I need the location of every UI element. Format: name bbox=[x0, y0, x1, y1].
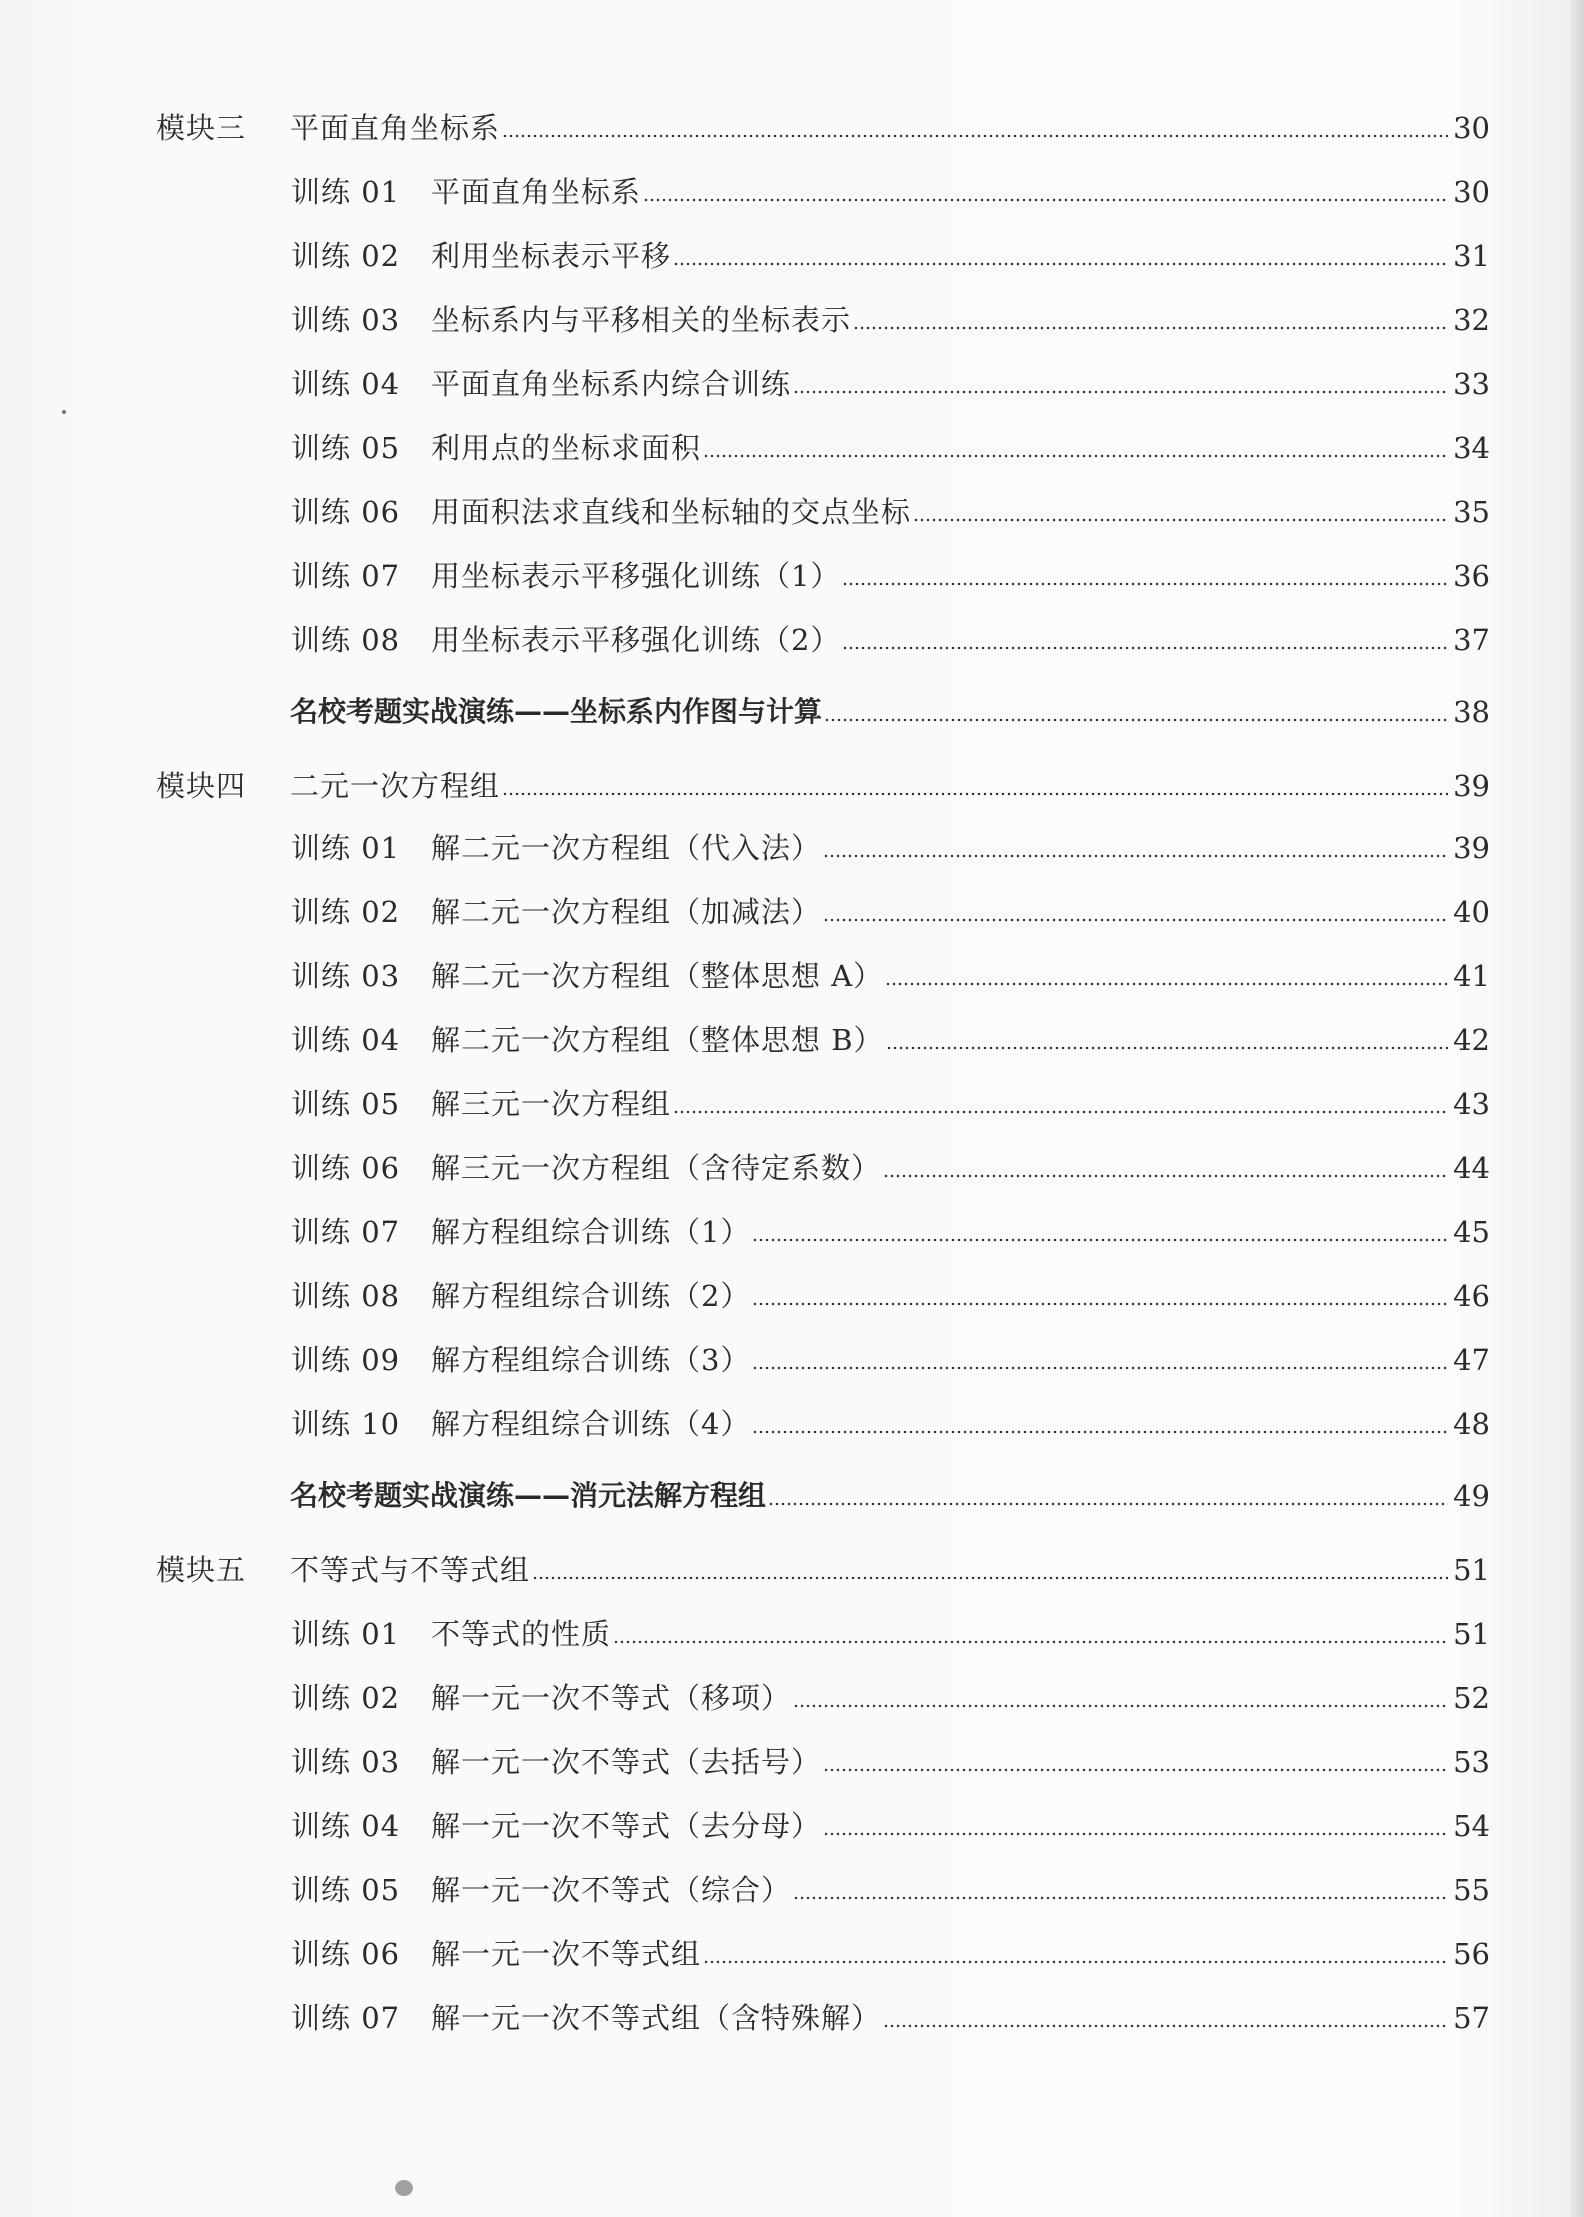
module-title: 不等式与不等式组 bbox=[290, 1553, 531, 1587]
lesson-title: 解三元一次方程组（含待定系数） bbox=[431, 1151, 882, 1185]
page-number: 42 bbox=[1453, 1023, 1490, 1057]
entry-line bbox=[431, 1870, 1490, 1910]
toc-lesson-entry[interactable] bbox=[0, 1736, 1584, 1782]
entry-line bbox=[431, 1084, 1490, 1124]
dot-leader bbox=[842, 581, 1448, 587]
lesson-code: 训练 09 bbox=[291, 1343, 401, 1377]
entry-line bbox=[431, 1934, 1490, 1974]
lesson-title: 利用坐标表示平移 bbox=[431, 239, 672, 273]
toc-lesson-entry[interactable] bbox=[0, 1206, 1584, 1252]
lesson-code: 训练 07 bbox=[291, 1215, 401, 1249]
toc-lesson-entry[interactable] bbox=[0, 1270, 1584, 1316]
dot-leader bbox=[752, 1429, 1448, 1435]
page-number: 55 bbox=[1453, 1873, 1490, 1907]
toc-lesson-entry[interactable] bbox=[0, 358, 1584, 404]
entry-line bbox=[431, 1678, 1490, 1718]
lesson-code: 训练 04 bbox=[291, 1023, 401, 1057]
entry-line bbox=[290, 692, 1490, 732]
lesson-code: 训练 05 bbox=[291, 1873, 401, 1907]
page-number: 46 bbox=[1453, 1279, 1490, 1313]
lesson-title: 用面积法求直线和坐标轴的交点坐标 bbox=[431, 495, 912, 529]
toc-lesson-entry[interactable] bbox=[0, 486, 1584, 532]
dot-leader bbox=[886, 1045, 1448, 1051]
lesson-code: 训练 01 bbox=[291, 1617, 401, 1651]
toc-lesson-entry[interactable] bbox=[0, 1398, 1584, 1444]
lesson-code: 训练 02 bbox=[291, 239, 401, 273]
dot-leader bbox=[842, 645, 1448, 651]
lesson-title: 解方程组综合训练（3） bbox=[431, 1343, 751, 1377]
module-label: 模块五 bbox=[156, 1553, 247, 1587]
lesson-code: 训练 03 bbox=[291, 1745, 401, 1779]
dot-leader bbox=[613, 1639, 1448, 1645]
lesson-code: 训练 08 bbox=[291, 1279, 401, 1313]
lesson-code: 训练 06 bbox=[291, 1937, 401, 1971]
entry-line bbox=[290, 108, 1490, 148]
page-number: 37 bbox=[1453, 623, 1490, 657]
toc-module-entry[interactable] bbox=[0, 102, 1584, 148]
page-number: 35 bbox=[1453, 495, 1490, 529]
lesson-title: 解一元一次不等式（综合） bbox=[431, 1873, 792, 1907]
entry-line bbox=[431, 892, 1490, 932]
page-number: 30 bbox=[1453, 111, 1490, 145]
toc-lesson-entry[interactable] bbox=[0, 550, 1584, 596]
page-number: 45 bbox=[1453, 1215, 1490, 1249]
toc-lesson-entry[interactable] bbox=[0, 1608, 1584, 1654]
toc-module-entry[interactable] bbox=[0, 1544, 1584, 1590]
lesson-code: 训练 01 bbox=[291, 175, 401, 209]
dot-leader bbox=[823, 853, 1448, 859]
entry-line bbox=[431, 492, 1490, 532]
lesson-title: 解二元一次方程组（代入法） bbox=[431, 831, 822, 865]
toc-lesson-entry[interactable] bbox=[0, 950, 1584, 996]
entry-line bbox=[431, 172, 1490, 212]
entry-line bbox=[431, 1404, 1490, 1444]
toc-module-entry[interactable] bbox=[0, 760, 1584, 806]
entry-line bbox=[290, 766, 1490, 806]
dot-leader bbox=[793, 1895, 1448, 1901]
lesson-title: 不等式的性质 bbox=[431, 1617, 612, 1651]
entry-line bbox=[431, 1614, 1490, 1654]
toc-lesson-entry[interactable] bbox=[0, 822, 1584, 868]
entry-line bbox=[431, 364, 1490, 404]
dot-leader bbox=[502, 791, 1448, 797]
special-title: 名校考题实战演练——消元法解方程组 bbox=[290, 1479, 767, 1512]
dot-leader bbox=[823, 1767, 1448, 1773]
entry-line bbox=[431, 828, 1490, 868]
dot-leader bbox=[643, 197, 1448, 203]
lesson-code: 训练 08 bbox=[291, 623, 401, 657]
lesson-title: 解一元一次不等式（去分母） bbox=[431, 1809, 822, 1843]
dot-leader bbox=[913, 517, 1448, 523]
page-number: 40 bbox=[1453, 895, 1490, 929]
lesson-title: 用坐标表示平移强化训练（2） bbox=[431, 623, 841, 657]
page-number: 47 bbox=[1453, 1343, 1490, 1377]
dot-leader bbox=[793, 1703, 1448, 1709]
lesson-code: 训练 05 bbox=[291, 431, 401, 465]
lesson-title: 坐标系内与平移相关的坐标表示 bbox=[431, 303, 852, 337]
dot-leader bbox=[883, 2023, 1448, 2029]
lesson-code: 训练 03 bbox=[291, 303, 401, 337]
lesson-title: 用坐标表示平移强化训练（1） bbox=[431, 559, 841, 593]
lesson-title: 平面直角坐标系 bbox=[431, 175, 642, 209]
page-number: 39 bbox=[1453, 769, 1490, 803]
entry-line bbox=[431, 956, 1490, 996]
lesson-title: 解方程组综合训练（4） bbox=[431, 1407, 751, 1441]
lesson-title: 解方程组综合训练（2） bbox=[431, 1279, 751, 1313]
entry-line bbox=[431, 1742, 1490, 1782]
dot-leader bbox=[752, 1301, 1448, 1307]
entry-line bbox=[431, 1020, 1490, 1060]
lesson-code: 训练 02 bbox=[291, 895, 401, 929]
toc-lesson-entry[interactable] bbox=[0, 1992, 1584, 2038]
page-number: 56 bbox=[1453, 1937, 1490, 1971]
toc-lesson-entry[interactable] bbox=[0, 886, 1584, 932]
toc-lesson-entry[interactable] bbox=[0, 422, 1584, 468]
entry-line bbox=[290, 1476, 1490, 1516]
page-number: 53 bbox=[1453, 1745, 1490, 1779]
lesson-title: 解一元一次不等式组 bbox=[431, 1937, 702, 1971]
page-number: 30 bbox=[1453, 175, 1490, 209]
dot-leader bbox=[752, 1365, 1448, 1371]
page-number: 38 bbox=[1453, 695, 1490, 729]
module-label: 模块三 bbox=[156, 111, 247, 145]
page-number: 52 bbox=[1453, 1681, 1490, 1715]
lesson-title: 解一元一次不等式（去括号） bbox=[431, 1745, 822, 1779]
dot-leader bbox=[853, 325, 1448, 331]
toc-lesson-entry[interactable] bbox=[0, 1014, 1584, 1060]
dot-leader bbox=[703, 1959, 1448, 1965]
entry-line bbox=[431, 300, 1490, 340]
page-number: 31 bbox=[1453, 239, 1490, 273]
lesson-code: 训练 01 bbox=[291, 831, 401, 865]
lesson-code: 训练 10 bbox=[291, 1407, 401, 1441]
entry-line bbox=[431, 1998, 1490, 2038]
lesson-code: 训练 06 bbox=[291, 1151, 401, 1185]
entry-line bbox=[431, 1276, 1490, 1316]
toc-lesson-entry[interactable] bbox=[0, 1800, 1584, 1846]
lesson-title: 利用点的坐标求面积 bbox=[431, 431, 702, 465]
toc-lesson-entry[interactable] bbox=[0, 1334, 1584, 1380]
lesson-title: 解二元一次方程组（加减法） bbox=[431, 895, 822, 929]
lesson-title: 解三元一次方程组 bbox=[431, 1087, 672, 1121]
dot-leader bbox=[823, 917, 1448, 923]
dot-leader bbox=[673, 261, 1448, 267]
module-title: 平面直角坐标系 bbox=[290, 111, 501, 145]
page-number: 32 bbox=[1453, 303, 1490, 337]
entry-line bbox=[290, 1550, 1490, 1590]
entry-line bbox=[431, 1148, 1490, 1188]
module-title: 二元一次方程组 bbox=[290, 769, 501, 803]
dot-leader bbox=[793, 389, 1448, 395]
dot-leader bbox=[752, 1237, 1448, 1243]
page-number: 48 bbox=[1453, 1407, 1490, 1441]
entry-line bbox=[431, 428, 1490, 468]
dot-leader bbox=[823, 1831, 1448, 1837]
lesson-title: 解二元一次方程组（整体思想 A） bbox=[431, 959, 884, 993]
dot-leader bbox=[824, 717, 1448, 723]
entry-line bbox=[431, 1806, 1490, 1846]
lesson-code: 训练 04 bbox=[291, 367, 401, 401]
toc-lesson-entry[interactable] bbox=[0, 1864, 1584, 1910]
dot-leader bbox=[703, 453, 1448, 459]
dot-leader bbox=[883, 1173, 1448, 1179]
dot-leader bbox=[885, 981, 1448, 987]
entry-line bbox=[431, 620, 1490, 660]
dot-leader bbox=[532, 1575, 1448, 1581]
dot-leader bbox=[673, 1109, 1448, 1115]
toc-lesson-entry[interactable] bbox=[0, 1078, 1584, 1124]
toc-lesson-entry[interactable] bbox=[0, 614, 1584, 660]
lesson-title: 解方程组综合训练（1） bbox=[431, 1215, 751, 1249]
toc-lesson-entry[interactable] bbox=[0, 294, 1584, 340]
lesson-title: 平面直角坐标系内综合训练 bbox=[431, 367, 792, 401]
lesson-title: 解一元一次不等式（移项） bbox=[431, 1681, 792, 1715]
toc-lesson-entry[interactable] bbox=[0, 1928, 1584, 1974]
dot-leader bbox=[502, 133, 1448, 139]
page-number: 41 bbox=[1453, 959, 1490, 993]
lesson-code: 训练 07 bbox=[291, 559, 401, 593]
module-label: 模块四 bbox=[156, 769, 247, 803]
page-number: 44 bbox=[1453, 1151, 1490, 1185]
entry-line bbox=[431, 556, 1490, 596]
page-number: 57 bbox=[1453, 2001, 1490, 2035]
dot-leader bbox=[768, 1501, 1448, 1507]
toc-lesson-entry[interactable] bbox=[0, 1672, 1584, 1718]
page-number: 33 bbox=[1453, 367, 1490, 401]
lesson-code: 训练 02 bbox=[291, 1681, 401, 1715]
lesson-code: 训练 04 bbox=[291, 1809, 401, 1843]
lesson-title: 解二元一次方程组（整体思想 B） bbox=[431, 1023, 884, 1057]
entry-line bbox=[431, 1340, 1490, 1380]
page-number: 51 bbox=[1453, 1553, 1490, 1587]
toc-special-entry[interactable] bbox=[0, 686, 1584, 732]
page-number: 49 bbox=[1453, 1479, 1490, 1513]
lesson-code: 训练 06 bbox=[291, 495, 401, 529]
entry-line bbox=[431, 236, 1490, 276]
lesson-title: 解一元一次不等式组（含特殊解） bbox=[431, 2001, 882, 2035]
lesson-code: 训练 05 bbox=[291, 1087, 401, 1121]
special-title: 名校考题实战演练——坐标系内作图与计算 bbox=[290, 695, 823, 728]
toc-lesson-entry[interactable] bbox=[0, 166, 1584, 212]
page-number: 54 bbox=[1453, 1809, 1490, 1843]
page-number: 34 bbox=[1453, 431, 1490, 465]
toc-lesson-entry[interactable] bbox=[0, 1142, 1584, 1188]
lesson-code: 训练 07 bbox=[291, 2001, 401, 2035]
toc-special-entry[interactable] bbox=[0, 1470, 1584, 1516]
entry-line bbox=[431, 1212, 1490, 1252]
page-number: 51 bbox=[1453, 1617, 1490, 1651]
page-number: 43 bbox=[1453, 1087, 1490, 1121]
toc-lesson-entry[interactable] bbox=[0, 230, 1584, 276]
page-number: 36 bbox=[1453, 559, 1490, 593]
lesson-code: 训练 03 bbox=[291, 959, 401, 993]
page-number: 39 bbox=[1453, 831, 1490, 865]
